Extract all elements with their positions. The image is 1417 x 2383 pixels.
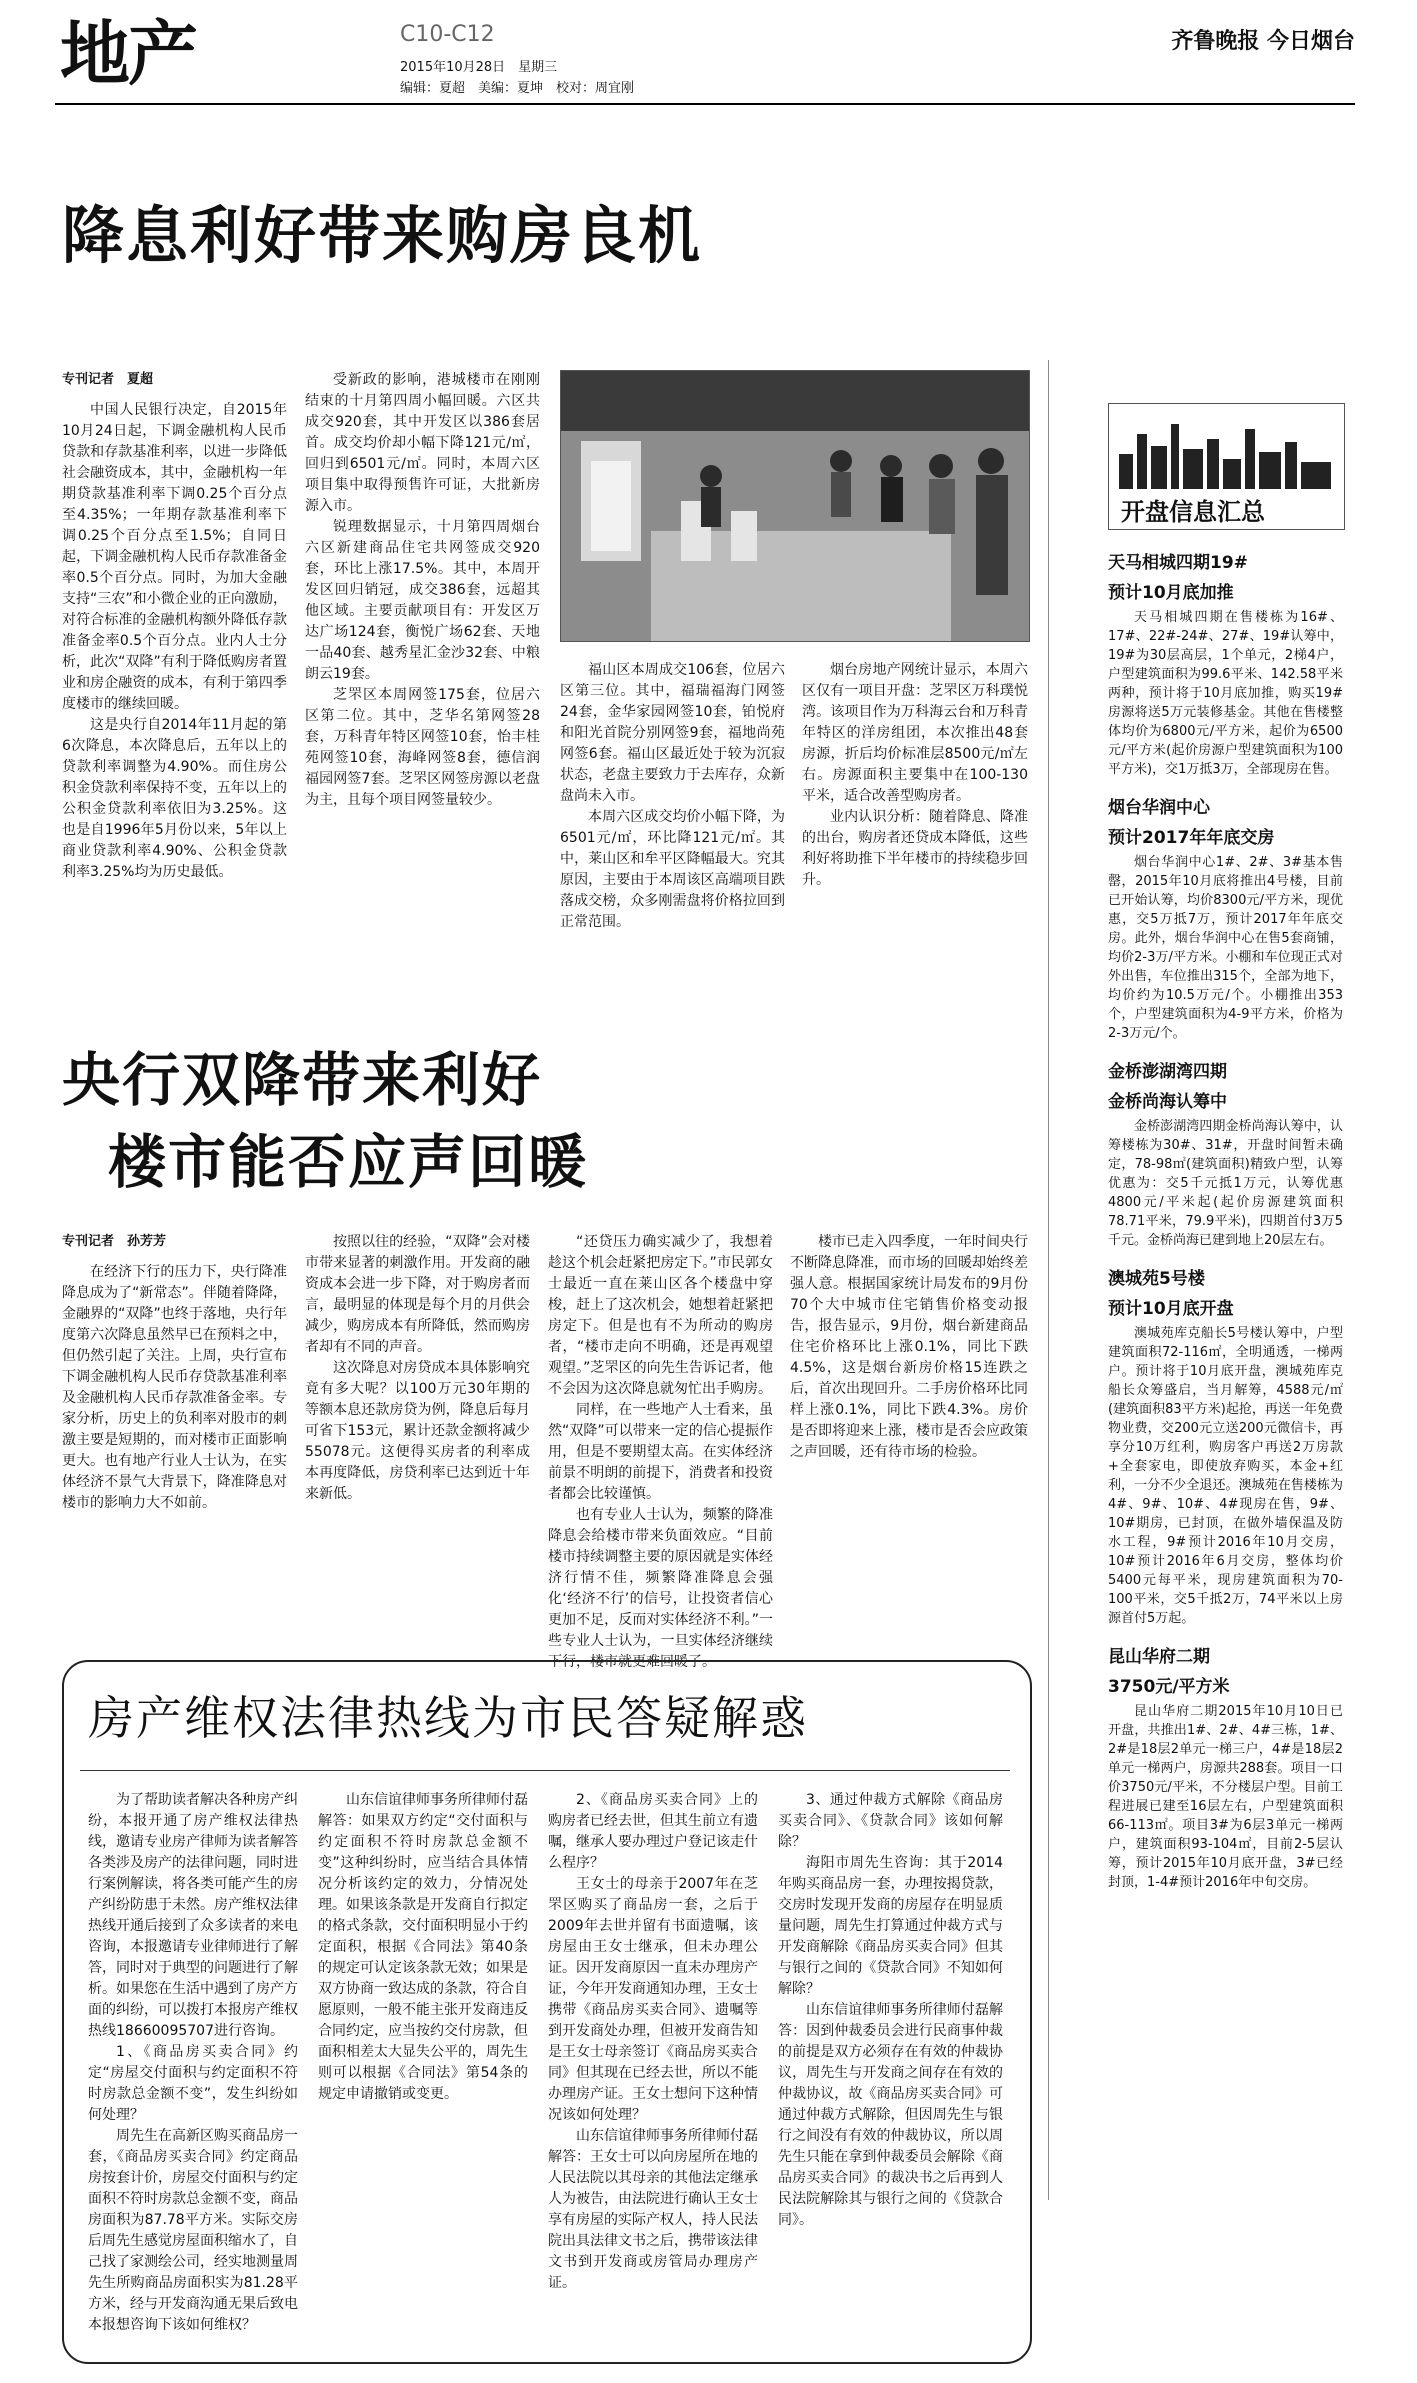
page-range: C10-C12 bbox=[400, 22, 495, 47]
article1-paragraph: 福山区本周成交106套，位居六区第三位。其中，福瑞福海门网签24套，金华家园网签10套，铂悦府和阳光首院分别网签9套，福地尚苑网签6套。福山区最近处于较为沉寂状态，老盘主要致力于去库存，众新盘尚未入市。 bbox=[560, 662, 785, 804]
article3-col2 bbox=[318, 1790, 528, 2345]
article2-byline: 专刊记者 孙芳芳 bbox=[62, 1234, 167, 1249]
listing-subtitle: 3750元/平方米 bbox=[1108, 1677, 1230, 1697]
article3-paragraph: 为了帮助读者解决各种房产纠纷，本报开通了房产维权法律热线，邀请专业房产律师为读者解答各类涉及房产的法律问题，同时进行案例解读，将各类可能产生的房产纠纷防患于未然。房产维权法律热线开通后接到了众多读者的来电咨询，本报邀请专业律师进行了解答，同时对于典型的问题进行了解析。如果您在生活中遇到了房产方面的纠纷，可以拨打本报房产维权热线18660095707进行咨询。 bbox=[88, 1792, 298, 2039]
staff-credits: 编辑：夏超 美编：夏坤 校对：周宜刚 bbox=[400, 81, 635, 96]
article2-col4 bbox=[790, 1232, 1028, 1622]
sidebar-badge-box bbox=[1108, 403, 1345, 530]
header-rule bbox=[55, 103, 1355, 105]
article3-paragraph: 山东信谊律师事务所律师付磊解答：王女士可以向房屋所在地的人民法院以其母亲的其他法定继承人为被告，由法院进行确认王女士享有房屋的实际产权人，持人民法院出具法律文书之后，携带该法律文书到开发商或房管局办理房产证。 bbox=[548, 2128, 758, 2291]
listing-subtitle: 预计2017年年底交房 bbox=[1108, 828, 1275, 848]
listing-text: 澳城苑库克船长5号楼认筹中，户型建筑面积72-116㎡，全明通透，一梯两户。预计将于10月底开盘，澳城苑库克船长众筹盛启，当月解筹，4588元/㎡(建筑面积83平方米)起抢，再送一年免费物业费，交200元立送200元微信卡，再享分10万红利，购房客户再送2万房款+全套家电，即使放弃购买，本金+红利，一分不少全退还。澳城苑在售楼栋为4#、9#、10#、4#现房在售，9#、10#期房，已封顶，在做外墙保温及防水工程，9#预计2016年10月交房，10#预计2016年6月交房，整体均价5400元每平米，现房建筑面积为70-100平米，交5千抵2万，74平米以上房源首付5万起。 bbox=[1108, 1326, 1343, 1626]
issue-date: 2015年10月28日 星期三 bbox=[400, 60, 558, 75]
article1-title: 降息利好带来购房良机 bbox=[62, 199, 703, 272]
article2-title-line1: 央行双降带来利好 bbox=[62, 1046, 543, 1114]
article2-paragraph: 按照以往的经验，“双降”会对楼市带来显著的刺激作用。开发商的融资成本会进一步下降，对于购房者而言，最明显的体现是每个月的月供会减少，购房成本有所降低，然而购房者却有不同的声音。 bbox=[305, 1234, 530, 1355]
listing-name: 烟台华润中心 bbox=[1108, 798, 1210, 818]
article2-col1 bbox=[62, 1262, 287, 1622]
article3-paragraph: 周先生在高新区购买商品房一套，《商品房买卖合同》约定商品房按套计价，房屋交付面积与约定面积不符时房款总金额不变，商品房面积为87.78平方米。实际交房后周先生感觉房屋面积缩水了，自己找了家测绘公司，经实地测量周先生所购商品房面积实为81.28平方米，经与开发商沟通无果后致电本报想咨询下该如何维权？ bbox=[88, 2128, 298, 2333]
article3-col3 bbox=[548, 1790, 758, 2345]
article3-col4 bbox=[778, 1790, 1003, 2345]
listing-item bbox=[1108, 1642, 1343, 1892]
listing-item bbox=[1108, 1264, 1343, 1628]
article2-paragraph: 也有专业人士认为，频繁的降准降息会给楼市带来负面效应。“目前楼市持续调整主要的原因就是实体经济行情不佳，频繁降准降息会强化‘经济不行’的信号，让投资者信心更加不足，反而对实体经济不利。”一些专业人士认为，一旦实体经济继续下行，楼市就更难回暖了。 bbox=[548, 1507, 773, 1670]
article3-paragraph: 山东信谊律师事务所律师付磊解答：因到仲裁委员会进行民商事仲裁的前提是双方必须存在有效的仲裁协议，周先生与开发商之间存在有效的仲裁协议，故《商品房买卖合同》可通过仲裁方式解除，但因周先生与银行之间没有有效的仲裁协议，所以周先生只能在拿到仲裁委员会解除《商品房买卖合同》的裁决书之后再到人民法院解除其与银行之间的《贷款合同》。 bbox=[778, 2002, 1003, 2228]
photo-illustration bbox=[561, 371, 1029, 641]
sidebar-badge-label: 开盘信息汇总 bbox=[1121, 498, 1265, 526]
listing-text: 昆山华府二期2015年10月10日已开盘，共推出1#、2#、4#三栋，1#、2#是18层2单元一梯三户，4#是18层2单元一梯两户，房源共288套。项目一口价3750元/平米，不分楼层户型。目前工程进展已建至16层左右，户型建筑面积66-113㎡。项目3#为6层3单元一梯两户，建筑面积93-104㎡，目前2-5层认筹，预计2015年10月底开盘，3#已经封顶，1-4#预计2016年中旬交房。 bbox=[1108, 1704, 1343, 1890]
listing-name: 金桥澎湖湾四期 bbox=[1108, 1062, 1227, 1082]
article3-paragraph: 王女士的母亲于2007年在芝罘区购买了商品房一套，之后于2009年去世并留有书面遗嘱，该房屋由王女士继承，但未办理公证。因开发商原因一直未办理房产证，今年开发商通知办理，王女士携带《商品房买卖合同》、遗嘱等到开发商处办理，但被开发商告知是王女士母亲签订《商品房买卖合同》但其现在已经去世，所以不能办理房产证。王女士想问下这种情况该如何处理？ bbox=[548, 1876, 758, 2123]
article3-title: 房产维权法律热线为市民答疑解惑 bbox=[88, 1691, 808, 1745]
article2-paragraph: 这次降息对房贷成本具体影响究竟有多大呢？以100万元30年期的等额本息还款房贷为例，降息后每月可省下153元，累计还款金额将减少55078元。这便得买房者的利率成本再度降低，房贷利率已达到近十年来新低。 bbox=[305, 1360, 530, 1502]
sidebar-divider bbox=[1048, 360, 1049, 2200]
city-skyline-icon bbox=[1109, 404, 1344, 489]
listing-text: 天马相城四期在售楼栋为16#、17#、22#-24#、27#、19#认筹中，19#为30层高层，1个单元，2梯4户，户型建筑面积为99.6平米、142.58平米两种，预计将于10月底加推，购买19#房源将送5万元装修基金。其他在售楼整体均价为6800元/平方米，起价为6500元/平方米(起价房源户型建筑面积为100平方米)，交1万抵3万，全部现房在售。 bbox=[1108, 610, 1343, 777]
article1-byline: 专刊记者 夏超 bbox=[62, 372, 154, 387]
article1-col3 bbox=[560, 660, 785, 970]
listing-name: 澳城苑5号楼 bbox=[1108, 1269, 1205, 1289]
article2-paragraph: 楼市已走入四季度，一年时间央行不断降息降准，而市场的回暖却始终差强人意。根据国家统计局发布的9月份70个大中城市住宅销售价格变动报告，报告显示，9月份，烟台新建商品住宅价格环比上涨0.1%，同比下跌4.5%，这是烟台新房价格15连跌之后，首次出现回升。二手房价格环比同样上涨0.1%，同比下跌4.3%。房价是否即将迎来上涨，楼市是否会应政策之声回暖，还有待市场的检验。 bbox=[790, 1234, 1028, 1460]
hotline-rule bbox=[80, 1770, 1010, 1771]
article2-col2 bbox=[305, 1232, 530, 1622]
article3-paragraph: 1、《商品房买卖合同》约定“房屋交付面积与约定面积不符时房款总金额不变”，发生纠纷如何处理？ bbox=[88, 2044, 298, 2123]
listing-subtitle: 预计10月底加推 bbox=[1108, 583, 1234, 603]
article1-col1 bbox=[62, 400, 287, 970]
article1-paragraph: 受新政的影响，港城楼市在刚刚结束的十月第四周小幅回暖。六区共成交920套，其中开发区以386套居首。成交均价却小幅下降121元/㎡，回归到6501元/㎡。同时，本周六区项目集中取得预售许可证，大批新房源入市。 bbox=[305, 372, 540, 514]
article2-title-line2: 楼市能否应声回暖 bbox=[108, 1128, 589, 1196]
listing-name: 昆山华府二期 bbox=[1108, 1647, 1210, 1667]
article3-paragraph: 3、通过仲裁方式解除《商品房买卖合同》、《贷款合同》该如何解除？ bbox=[778, 1792, 1003, 1850]
listing-text: 金桥澎湖湾四期金桥尚海认筹中，认筹楼栋为30#、31#，开盘时间暂未确定，78-98㎡(建筑面积)精致户型，认筹优惠为：交5千元抵1万元，认筹优惠4800元/平米起(起价房源建筑面积78.71平米，79.9平米)，四期首付3万5千元。金桥尚海已建到地上20层左右。 bbox=[1108, 1119, 1343, 1248]
article3-paragraph: 山东信谊律师事务所律师付磊解答：如果双方约定“交付面积与约定面积不符时房款总金额不变”这种纠纷时，应当结合具体情况分析该约定的效力，分情况处理。如果该条款是开发商自行拟定的格式条款，交付面积明显小于约定面积，根据《合同法》第40条的规定可认定该条款无效；如果是双方协商一致达成的条款，符合自愿原则，一般不能主张开发商违反合同约定，应当按约交付房款，但面积相差太大显失公平的，周先生则可以根据《合同法》第54条的规定申请撤销或变更。 bbox=[318, 1792, 528, 2102]
article1-paragraph: 芝罘区本周网签175套，位居六区第二位。其中，芝华名第网签28套，万科青年特区网签10套，怡丰桂苑网签10套，海峰网签8套，德信润福园网签7套。芝罘区网签房源以老盘为主，且每个项目网签量较少。 bbox=[305, 687, 540, 808]
article3-col1 bbox=[88, 1790, 298, 2345]
sales-office-photo bbox=[560, 370, 1030, 642]
article2-col3 bbox=[548, 1232, 773, 1670]
article2-paragraph: “还贷压力确实减少了，我想着趁这个机会赶紧把房定下。”市民郭女士最近一直在莱山区各个楼盘中穿梭，赶上了这次机会，她想着赶紧把房定下。但是也有不为所动的购房者，“楼市走向不明确，还是再观望观望。”芝罘区的向先生告诉记者，他不会因为这次降息就匆忙出手购房。 bbox=[548, 1234, 773, 1397]
listing-subtitle: 预计10月底开盘 bbox=[1108, 1299, 1234, 1319]
article1-col2 bbox=[305, 370, 540, 970]
article1-paragraph: 业内认识分析：随着降息、降准的出台，购房者还贷成本降低，这些利好将助推下半年楼市的持续稳步回升。 bbox=[802, 809, 1028, 888]
listing-name: 天马相城四期19# bbox=[1108, 553, 1248, 573]
article1-col4 bbox=[802, 660, 1028, 970]
article3-paragraph: 2、《商品房买卖合同》上的购房者已经去世，但其生前立有遗嘱，继承人要办理过户登记该走什么程序？ bbox=[548, 1792, 758, 1871]
newspaper-brand: 齐鲁晚报 今日烟台 bbox=[1171, 28, 1355, 54]
article1-paragraph: 锐理数据显示，十月第四周烟台六区新建商品住宅共网签成交920套，环比上涨17.5%。其中，本周开发区回归销冠，成交386套，远超其他区域。主要贡献项目有：开发区万达广场124套，衡悦广场62套、天地一品40套、越秀星汇金沙32套、中粮朗云19套。 bbox=[305, 519, 540, 682]
sidebar-listings bbox=[1108, 548, 1343, 2208]
article1-paragraph: 这是央行自2014年11月起的第6次降息，本次降息后，五年以上的贷款利率调整为4.90%。而住房公积金贷款利率保持不变，五年以上的公积金贷款利率依旧为3.25%。这也是自1996年5月份以来，5年以上商业贷款利率4.90%、公积金贷款利率3.25%均为历史最低。 bbox=[62, 717, 287, 880]
article2-paragraph: 在经济下行的压力下，央行降准降息成为了“新常态”。伴随着降降，金融界的“双降”也终于落地，央行年度第六次降息虽然早已在预料之中，但仍然引起了关注。上周，央行宣布下调金融机构人民币存贷款基准利率及金融机构人民币存款准备金率。专家分析，历史上的负利率对股市的刺激主要是短期的，而对楼市正面影响更大。也有地产行业人士认为，在实体经济不景气大背景下，降准降息对楼市的影响力大不如前。 bbox=[62, 1264, 287, 1511]
listing-item bbox=[1108, 548, 1343, 779]
listing-item bbox=[1108, 793, 1343, 1043]
listing-subtitle: 金桥尚海认筹中 bbox=[1108, 1092, 1227, 1112]
article2-paragraph: 同样，在一些地产人士看来，虽然“双降”可以带来一定的信心提振作用，但是不要期望太高。在实体经济前景不明朗的前提下，消费者和投资者都会比较谨慎。 bbox=[548, 1402, 773, 1502]
article1-paragraph: 中国人民银行决定，自2015年10月24日起，下调金融机构人民币贷款和存款基准利率，以进一步降低社会融资成本，其中，金融机构一年期贷款基准利率下调0.25个百分点至4.35%；一年期存款基准利率下调0.25个百分点至1.5%；自同日起，下调金融机构人民币存款准备金率0.5个百分点。同时，为加大金融支持“三农”和小微企业的正向激励，对符合标准的金融机构额外降低存款准备金率0.5个百分点。业内人士分析，此次“双降”有利于降低购房者置业和房企融资的成本，有利于第四季度楼市的继续回暖。 bbox=[62, 402, 287, 712]
article3-paragraph: 海阳市周先生咨询：其于2014年购买商品房一套，办理按揭贷款，交房时发现开发商的房屋存在明显质量问题，周先生打算通过仲裁方式与开发商解除《商品房买卖合同》但其与银行之间的《贷款合同》不知如何解除？ bbox=[778, 1855, 1003, 1997]
listing-text: 烟台华润中心1#、2#、3#基本售罄，2015年10月底将推出4号楼，目前已开始认筹，均价8300元/平方米，现优惠，交5万抵7万，预计2017年年底交房。此外，烟台华润中心在售5套商铺，均价2-3万/平方米。小棚和车位现正式对外出售，车位推出315个，全部为地下，均价约为10.5万元/个。小棚推出353个，户型建筑面积为4-9平方米，价格为2-3万元/个。 bbox=[1108, 855, 1343, 1041]
section-title: 地产 bbox=[60, 13, 196, 95]
listing-item bbox=[1108, 1057, 1343, 1250]
article1-paragraph: 烟台房地产网统计显示，本周六区仅有一项目开盘：芝罘区万科璞悦湾。该项目作为万科海云台和万科青年特区的洋房组团，本次推出48套房源，折后均价标准层8500元/㎡左右。房源面积主要集中在100-130平米，适合改善型购房者。 bbox=[802, 662, 1028, 804]
article1-paragraph: 本周六区成交均价小幅下降，为6501元/㎡，环比降121元/㎡。其中，莱山区和牟平区降幅最大。究其原因，主要由于本周该区高端项目跌落成交榜，众多刚需盘将价格拉回到正常范围。 bbox=[560, 809, 785, 930]
